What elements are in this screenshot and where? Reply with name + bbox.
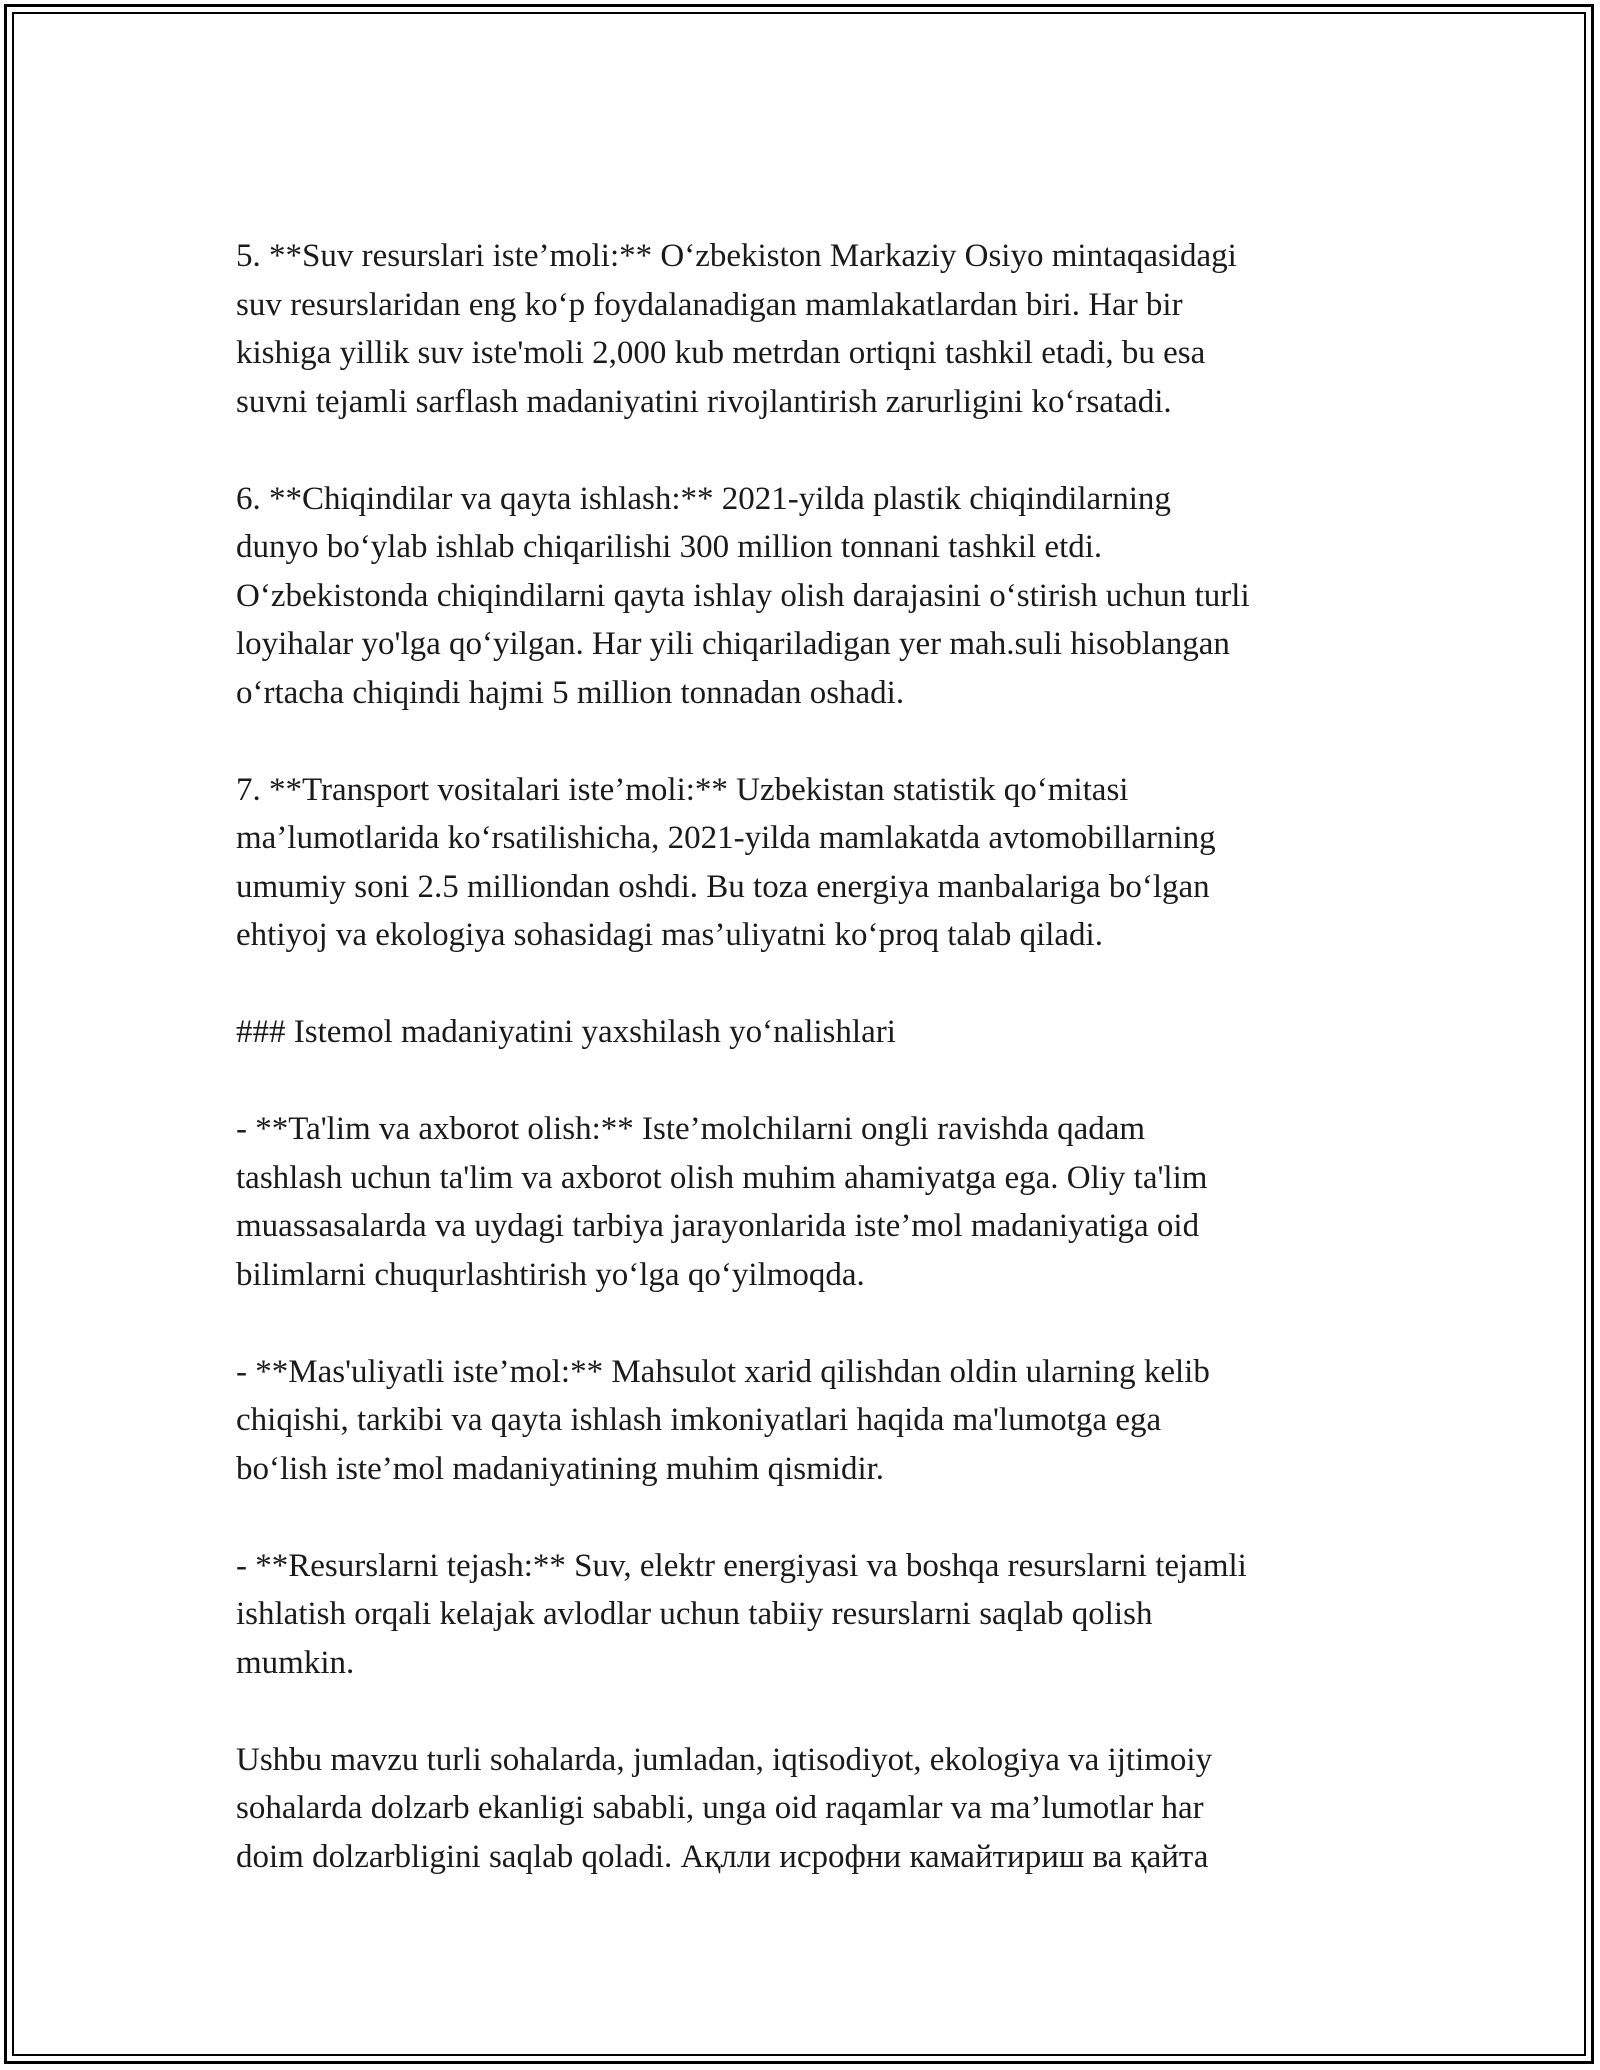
paragraph-conclusion: Ushbu mavzu turli sohalarda, jumladan, iqtisodiyot, ekologiya va ijtimoiy sohalarda dolzarb ekanligi sababli, unga oid raqamlar va ma’lumotlar har doim dolzarbligini saqlab qoladi. Ақлли исрофни камайтириш ва қайта (236, 1741, 1213, 1875)
paragraph-waste-recycling: 6. **Chiqindilar va qayta ishlash:** 2021-yilda plastik chiqindilarning dunyo bo‘ylab ishlab chiqarilishi 300 million tonnani tashkil etdi. O‘zbekistonda chiqindilarni qayta ishlay olish darajasini o‘stirish uchun turli loyihalar yo'lga qo‘yilgan. Har yili chiqariladigan yer mah.suli hisoblangan o‘rtacha chiqindi hajmi 5 million tonnadan oshadi. (236, 480, 1250, 711)
paragraph-transport-consumption: 7. **Transport vositalari iste’moli:** Uzbekistan statistik qo‘mitasi ma’lumotlarida ko‘rsatilishicha, 2021-yilda mamlakatda avtomobillarning umumiy soni 2.5 milliondan oshdi. Bu toza energiya manbalariga bo‘lgan ehtiyoj va ekologiya sohasidagi mas’uliyatni ko‘proq talab qiladi. (236, 771, 1216, 953)
section-heading: ### Istemol madaniyatini yaxshilash yo‘nalishlari (236, 1014, 896, 1050)
list-item-responsible-consumption: - **Mas'uliyatli iste’mol:** Mahsulot xarid qilishdan oldin ularning kelib chiqishi, tarkibi va qayta ishlash imkoniyatlari haqida ma'lumotga ega bo‘lish iste’mol madaniyatining muhim qismidir. (236, 1353, 1210, 1487)
document-body (236, 232, 1366, 1881)
paragraph-water-consumption: 5. **Suv resurslari iste’moli:** O‘zbekiston Markaziy Osiyo mintaqasidagi suv resurslaridan eng ko‘p foydalanadigan mamlakatlardan biri. Har bir kishiga yillik suv iste'moli 2,000 kub metrdan ortiqni tashkil etadi, bu esa suvni tejamli sarflash madaniyatini rivojlantirish zarurligini ko‘rsatadi. (236, 238, 1237, 420)
list-item-resource-saving: - **Resurslarni tejash:** Suv, elektr energiyasi va boshqa resurslarni tejamli ishlatish orqali kelajak avlodlar uchun tabiiy resurslarni saqlab qolish mumkin. (236, 1547, 1247, 1681)
list-item-education: - **Ta'lim va axborot olish:** Iste’molchilarni ongli ravishda qadam tashlash uchun ta'lim va axborot olish muhim ahamiyatga ega. Oliy ta'lim muassasalarda va uydagi tarbiya jarayonlarida iste’mol madaniyatiga oid bilimlarni chuqurlashtirish yo‘lga qo‘yilmoqda. (236, 1111, 1208, 1293)
